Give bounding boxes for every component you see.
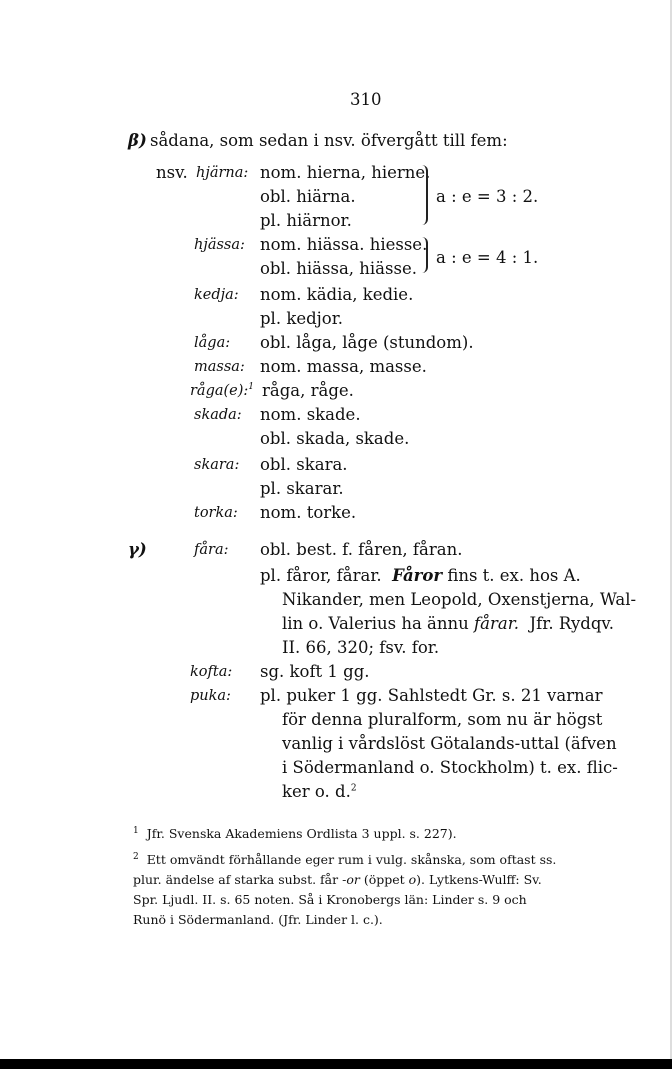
row-text: obl. skara. [260,455,348,474]
row-text: råga, råge. [262,381,354,400]
fn2-l2-start: plur. ändelse af starka subst. får [133,872,339,887]
fn2-l2-mid: (öppet [363,872,405,887]
footnote-mark: 2 [133,851,139,862]
fara-cont2-end: Jfr. Rydqv. [529,614,615,633]
fn2-l2-italic2: o [408,872,417,887]
headword-laga: låga: [194,335,231,351]
footnote-ref-2: 2 [350,783,357,794]
puka-line-2: för denna pluralform, som nu är högst [282,710,603,729]
fn2-l2-end: ). Lytkens-Wulff: Sv. [416,872,542,887]
fara-cont-2 [282,614,614,634]
section-gamma-marker: γ) [128,540,147,559]
row-text: nom. massa, masse. [260,357,427,376]
row-text: obl. hiärna. [260,187,356,206]
headword-kofta: kofta: [190,664,233,680]
footnote-2-line-1 [133,852,556,868]
row-text: nom. hiässa. hiesse. [260,235,428,254]
row-text: obl. skada, skade. [260,429,410,448]
page-number: 310 [350,90,382,109]
puka-line-5 [282,782,357,802]
row-text: pl. kedjor. [260,309,344,328]
headword-skara: skara: [194,457,240,473]
puka-line-4: i Södermanland o. Stockholm) t. ex. flic- [282,758,618,777]
fn2-l2-italic: -or [342,872,360,887]
fara-line-1: obl. best. f. fåren, fåran. [260,540,463,559]
headword-torka: torka: [194,505,238,521]
row-text: nom. torke. [260,503,357,522]
ratio-second: a : e = 4 : 1. [436,248,539,267]
headword-raga-text: råga(e): [190,383,249,399]
row-text: nom. hierna, hierne. [260,163,431,182]
fara-pl-start: pl. fåror, fårar. [260,566,382,585]
fara-cont2-start: lin o. Valerius ha ännu [282,614,469,633]
fara-cont2-italic: fårar. [474,614,520,633]
headword-kedja: kedja: [194,287,239,303]
headword-hjassa: hjässa: [194,237,245,253]
row-text: pl. skarar. [260,479,344,498]
row-text: nom. kädia, kedie. [260,285,414,304]
ratio-first: a : e = 3 : 2. [436,187,539,206]
footnote-mark: 1 [133,825,139,836]
puka-line-3: vanlig i vårdslöst Götalands-uttal (äfven [282,734,617,753]
scan-bottom-border [0,1059,672,1069]
fara-pl-end: fins t. ex. hos A. [447,566,581,585]
fara-pl-italic: Fåror [392,566,443,585]
row-prefix-nsv: nsv. [156,163,188,182]
puka-line-1: pl. puker 1 gg. Sahlstedt Gr. s. 21 varnar [260,686,603,705]
brace-right [420,237,428,273]
footnote-2-line-3: Spr. Ljudl. II. s. 65 noten. Så i Kronobergs län: Linder s. 9 och [133,892,527,907]
footnote-2-line-2 [133,872,542,888]
section-beta-marker: β) [128,131,147,150]
row-text: nom. skade. [260,405,361,424]
footnote-ref-1: 1 [248,382,255,393]
headword-raga [190,381,254,401]
footnote-2-line-4: Runö i Södermanland. (Jfr. Linder l. c.). [133,912,383,927]
row-text: obl. hiässa, hiässe. [260,259,417,278]
footnote-1-text: Jfr. Svenska Akademiens Ordlista 3 uppl. s. 227). [146,826,457,841]
headword-massa: massa: [194,359,245,375]
fara-cont-3: II. 66, 320; fsv. for. [282,638,440,657]
puka-line5-text: ker o. d. [282,782,351,801]
footnote-1 [133,826,457,842]
headword-fara: fåra: [194,542,229,558]
headword-skada: skada: [194,407,242,423]
row-text: obl. låga, låge (stundom). [260,333,474,352]
row-text: pl. hiärnor. [260,211,352,230]
kofta-text: sg. koft 1 gg. [260,662,370,681]
fara-cont-1: Nikander, men Leopold, Oxenstjerna, Wal- [282,590,637,609]
section-beta-heading: sådana, som sedan i nsv. öfvergått till fem: [150,131,508,150]
headword-puka: puka: [190,688,231,704]
brace-right [420,165,428,225]
headword-hjarna: hjärna: [196,165,249,181]
fara-plural-line [260,566,581,586]
footnote-2-line1: Ett omvändt förhållande eger rum i vulg. skånska, som oftast ss. [146,852,557,867]
